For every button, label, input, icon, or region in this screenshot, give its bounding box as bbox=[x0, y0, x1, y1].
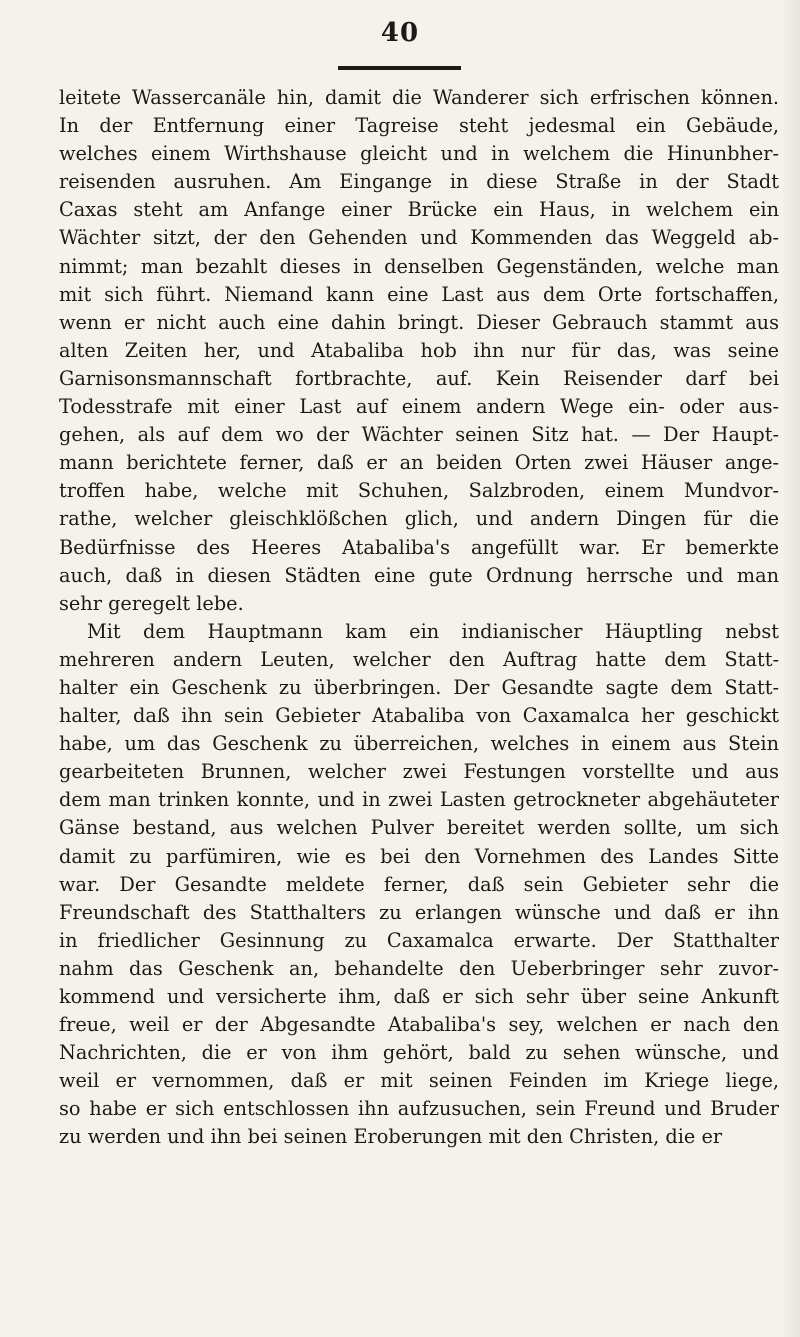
text-line: troffen habe, welche mit Schuhen, Salzbroden, einem Mundvor- bbox=[59, 479, 779, 503]
text-line: nahm das Geschenk an, behandelte den Ueberbringer sehr zuvor- bbox=[59, 956, 779, 980]
text-line: sehr geregelt lebe. bbox=[59, 591, 244, 615]
page-number: 40 bbox=[380, 18, 420, 48]
text-line: kommend und versicherte ihm, daß er sich sehr über seine Ankunft bbox=[59, 985, 779, 1008]
text-line: gehen, als auf dem wo der Wächter seinen Sitz hat. — Der Haupt- bbox=[59, 423, 779, 447]
text-line: gearbeiteten Brunnen, welcher zwei Festungen vorstellte und aus bbox=[59, 760, 779, 784]
text-line: Wächter sitzt, der den Gehenden und Kommenden das Weggeld ab- bbox=[59, 226, 779, 250]
text-line: rathe, welcher gleischklößchen glich, und andern Dingen für die bbox=[59, 507, 779, 531]
text-line: habe, um das Geschenk zu überreichen, welches in einem aus Stein bbox=[59, 732, 779, 756]
text-line: Mit dem Hauptmann kam ein indianischer Häuptling nebst bbox=[87, 619, 779, 643]
text-line: damit zu parfümiren, wie es bei den Vornehmen des Landes Sitte bbox=[59, 844, 779, 868]
text-line: war. Der Gesandte meldete ferner, daß sein Gebieter sehr die bbox=[59, 872, 779, 896]
text-line: nimmt; man bezahlt dieses in denselben Gegenständen, welche man bbox=[59, 254, 779, 278]
text-line: leitete Wassercanäle hin, damit die Wanderer sich erfrischen können. bbox=[59, 86, 779, 109]
header-rule bbox=[338, 66, 461, 70]
page-edge-shadow bbox=[782, 0, 800, 1337]
text-line: so habe er sich entschlossen ihn aufzusuchen, sein Freund und Bruder bbox=[59, 1097, 779, 1121]
paragraph bbox=[59, 84, 779, 618]
text-line: zu werden und ihn bei seinen Eroberungen mit den Christen, die er bbox=[59, 1125, 723, 1149]
text-line: dem man trinken konnte, und in zwei Lasten getrockneter abgehäuteter bbox=[59, 788, 779, 812]
text-line: weil er vernommen, daß er mit seinen Feinden im Kriege liege, bbox=[59, 1069, 779, 1093]
text-line: halter ein Geschenk zu überbringen. Der Gesandte sagte dem Statt- bbox=[59, 675, 779, 699]
text-line: Todesstrafe mit einer Last auf einem andern Wege ein- oder aus- bbox=[59, 395, 779, 419]
text-line: Freundschaft des Statthalters zu erlangen wünsche und daß er ihn bbox=[59, 900, 779, 924]
text-line: in friedlicher Gesinnung zu Caxamalca erwarte. Der Statthalter bbox=[59, 928, 779, 952]
text-line: mehreren andern Leuten, welcher den Auftrag hatte dem Statt- bbox=[59, 647, 779, 671]
text-line: wenn er nicht auch eine dahin bringt. Dieser Gebrauch stammt aus bbox=[59, 310, 779, 334]
text-line: Gänse bestand, aus welchen Pulver bereitet werden sollte, um sich bbox=[59, 816, 779, 840]
text-line: mann berichtete ferner, daß er an beiden Orten zwei Häuser ange- bbox=[59, 451, 779, 475]
text-line: reisenden ausruhen. Am Eingange in diese Straße in der Stadt bbox=[59, 170, 779, 194]
text-line: In der Entfernung einer Tagreise steht jedesmal ein Gebäude, bbox=[59, 114, 779, 138]
text-line: Nachrichten, die er von ihm gehört, bald zu sehen wünsche, und bbox=[59, 1041, 779, 1065]
text-line: Caxas steht am Anfange einer Brücke ein Haus, in welchem ein bbox=[59, 198, 779, 222]
text-line: halter, daß ihn sein Gebieter Atabaliba von Caxamalca her geschickt bbox=[59, 704, 779, 728]
text-line: mit sich führt. Niemand kann eine Last aus dem Orte fortschaffen, bbox=[59, 282, 779, 306]
paragraph bbox=[59, 618, 779, 1152]
text-line: Garnisonsmannschaft fortbrachte, auf. Kein Reisender darf bei bbox=[59, 366, 779, 390]
text-line: Bedürfnisse des Heeres Atabaliba's angefüllt war. Er bemerkte bbox=[59, 535, 779, 559]
text-line: welches einem Wirthshause gleicht und in welchem die Hinunbher- bbox=[59, 142, 779, 166]
text-line: auch, daß in diesen Städten eine gute Ordnung herrsche und man bbox=[59, 563, 779, 587]
body-text bbox=[59, 84, 779, 1152]
text-line: freue, weil er der Abgesandte Atabaliba's sey, welchen er nach den bbox=[59, 1013, 779, 1037]
text-line: alten Zeiten her, und Atabaliba hob ihn nur für das, was seine bbox=[59, 338, 779, 362]
